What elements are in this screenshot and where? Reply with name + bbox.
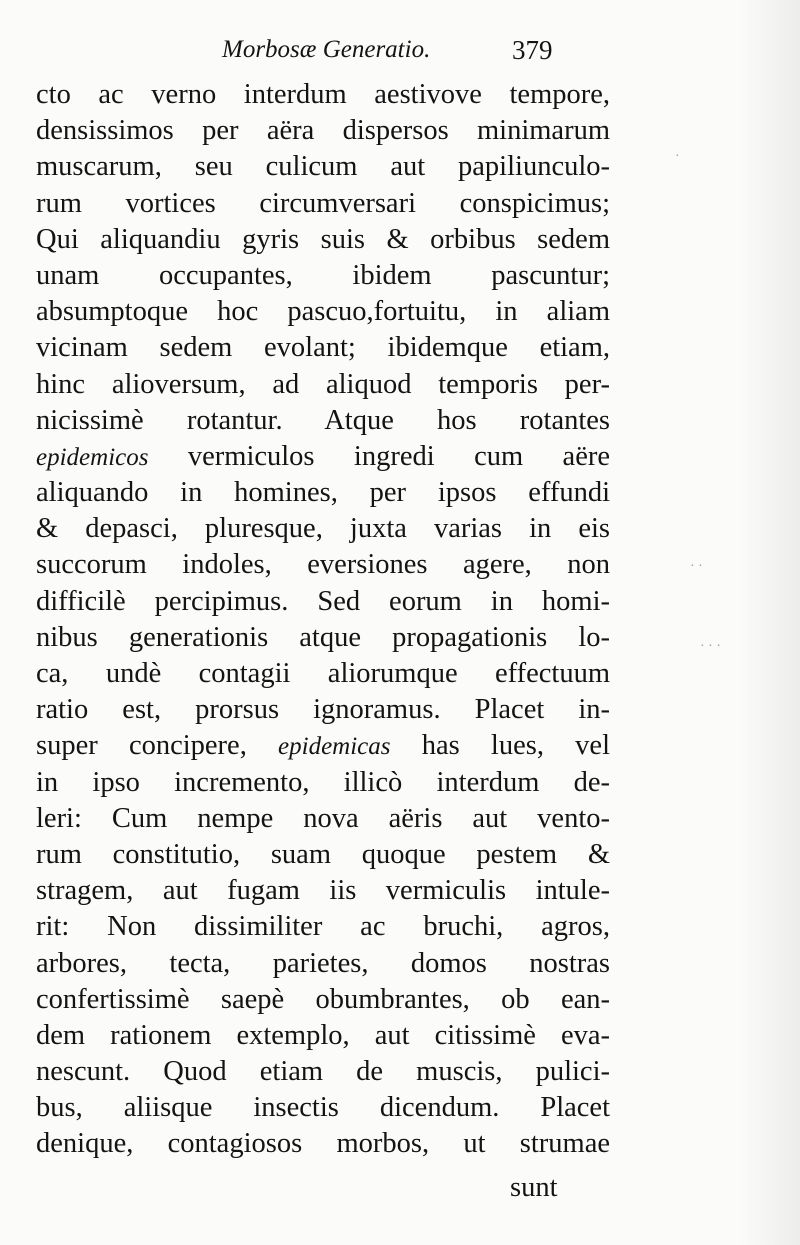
text-line: rum constitutio, suam quoque pestem & xyxy=(36,838,610,870)
text-line xyxy=(36,439,610,475)
text-line-segment: has lues, vel xyxy=(390,730,610,762)
text-line: denique, contagiosos morbos, ut strumae xyxy=(36,1128,610,1160)
text-line: unam occupantes, ibidem pascuntur; xyxy=(36,259,610,291)
text-line: dem rationem extemplo, aut citissimè eva- xyxy=(36,1019,610,1051)
text-line: confertissimè saepè obumbrantes, ob ean- xyxy=(36,983,610,1015)
page-number: 379 xyxy=(512,35,553,65)
running-title: Morbosæ Generatio. xyxy=(222,36,431,63)
text-line: ca, undè contagii aliorumque effectuum xyxy=(36,658,610,689)
text-line: in ipso incremento, illicò interdum de- xyxy=(36,766,610,798)
text-line: densissimos per aëra dispersos minimarum xyxy=(36,115,610,147)
text-line: vicinam sedem evolant; ibidemque etiam, xyxy=(36,332,610,364)
text-line: arbores, tecta, parietes, domos nostras xyxy=(36,947,610,979)
text-line: ratio est, prorsus ignoramus. Placet in- xyxy=(36,694,610,726)
text-line: bus, aliisque insectis dicendum. Placet xyxy=(36,1092,610,1124)
text-line xyxy=(36,728,610,764)
text-line: rit: Non dissimiliter ac bruchi, agros, xyxy=(36,911,610,943)
italic-word: epidemicos xyxy=(36,443,149,471)
print-speck: · xyxy=(675,149,680,164)
page-edge-shading xyxy=(740,0,800,1245)
text-line-segment: vermiculos ingredi cum aëre xyxy=(148,440,610,472)
text-line: nescunt. Quod etiam de muscis, pulici- xyxy=(36,1056,610,1088)
text-line: aliquando in homines, per ipsos effundi xyxy=(36,477,610,509)
text-line: & depasci, pluresque, juxta varias in eis xyxy=(36,513,610,545)
text-line: Qui aliquandiu gyris suis & orbibus sedem xyxy=(36,223,610,255)
print-speck: · · · xyxy=(700,639,721,654)
italic-word: epidemicas xyxy=(278,733,391,761)
body-text xyxy=(36,77,610,1163)
text-line: nicissimè rotantur. Atque hos rotantes xyxy=(36,404,610,436)
text-line: muscarum, seu culicum aut papiliunculo- xyxy=(36,151,610,183)
text-line: rum vortices circumversari conspicimus; xyxy=(36,187,610,219)
catchword: sunt xyxy=(510,1172,558,1203)
text-line: succorum indoles, eversiones agere, non xyxy=(36,549,610,581)
text-line: cto ac verno interdum aestivove tempore, xyxy=(36,79,610,110)
text-line: stragem, aut fugam iis vermiculis intule- xyxy=(36,875,610,907)
text-line: leri: Cum nempe nova aëris aut vento- xyxy=(36,802,610,834)
text-line: difficilè percipimus. Sed eorum in homi- xyxy=(36,585,610,617)
text-line: hinc alioversum, ad aliquod temporis per- xyxy=(36,368,610,400)
text-line-segment: super concipere, xyxy=(36,730,279,762)
text-line: absumptoque hoc pascuo,fortuitu, in aliam xyxy=(36,296,610,328)
page-header xyxy=(0,30,800,70)
text-line: nibus generationis atque propagationis lo- xyxy=(36,621,610,653)
print-speck: · · xyxy=(690,559,703,574)
